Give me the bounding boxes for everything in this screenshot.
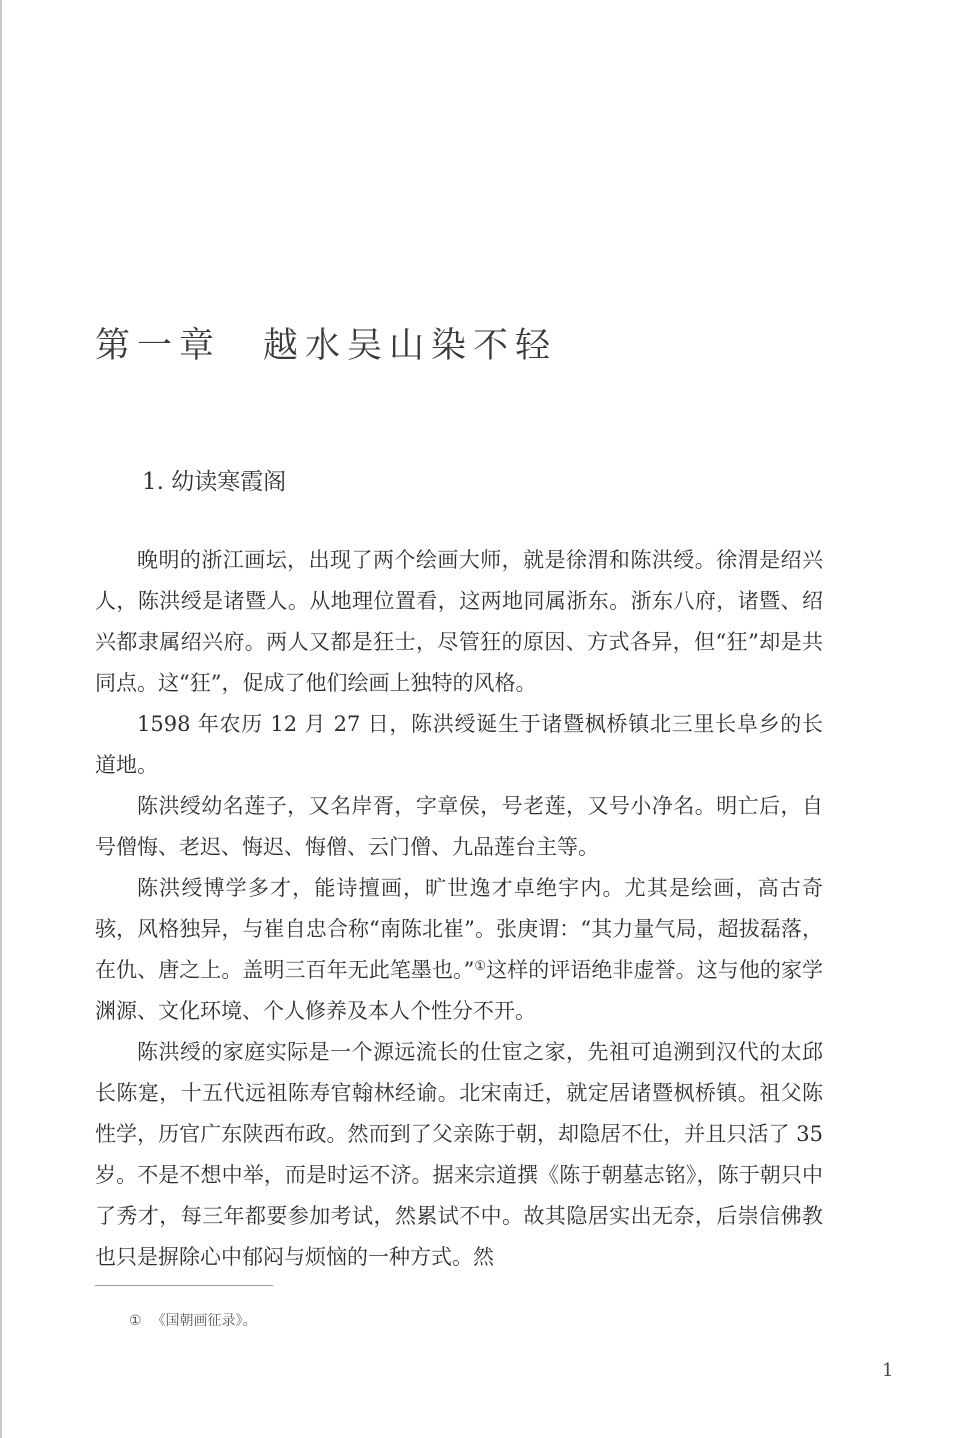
page-number: 1 [882, 1360, 894, 1381]
chapter-name: 越水吴山染不轻 [263, 326, 558, 366]
paragraph-text: 陈洪绶博学多才，能诗擅画，旷世逸才卓绝宇内。尤其是绘画，高古奇骇，风格独异，与崔自忠合称“南陈北崔”。张庚谓：“其力量气局，超拔磊落，在仇、唐之上。盖明三百年无此笔墨也。” [95, 876, 823, 982]
paragraph: 1598 年农历 12 月 27 日，陈洪绶诞生于诸暨枫桥镇北三里长阜乡的长道地。 [95, 712, 823, 777]
paragraph: 晚明的浙江画坛，出现了两个绘画大师，就是徐渭和陈洪绶。徐渭是绍兴人，陈洪绶是诸暨人。从地理位置看，这两地同属浙东。浙东八府，诸暨、绍兴都隶属绍兴府。两人又都是狂士，尽管狂的原因、方式各异，但“狂”却是共同点。这“狂”，促成了他们绘画上独特的风格。 [95, 548, 823, 695]
paragraph: 陈洪绶幼名莲子，又名岸胥，字章侯，号老莲，又号小净名。明亡后，自号僧悔、老迟、悔迟、悔僧、云门僧、九品莲台主等。 [95, 794, 823, 859]
paragraph [95, 868, 823, 1032]
chapter-number: 第一章 [95, 326, 222, 366]
footnote-text: 《国朝画征录》。 [151, 1313, 257, 1329]
body-text [95, 540, 823, 1278]
footnote [129, 1310, 257, 1330]
paragraph-text: 这样的评语绝非虚誉。这与他的家学渊源、文化环境、个人修养及本人个性分不开。 [95, 958, 824, 1023]
footnote-marker: ① [129, 1313, 142, 1329]
footnote-reference[interactable]: ① [474, 959, 487, 974]
paragraph: 陈洪绶的家庭实际是一个源远流长的仕宦之家，先祖可追溯到汉代的太邱长陈寔，十五代远祖陈寿官翰林经谕。北宋南迁，就定居诸暨枫桥镇。祖父陈性学，历官广东陕西布政。然而到了父亲陈于朝，却隐居不仕，并且只活了 35 岁。不是不想中举，而是时运不济。据来宗道撰《陈于朝墓志铭》，陈于朝只中了秀才，每三年都要参加考试，然累试不中。故其隐居实出无奈，后崇信佛教也只是摒除心中郁闷与烦恼的一种方式。然 [95, 1040, 823, 1269]
footnote-divider [95, 1285, 273, 1286]
chapter-title [95, 318, 557, 368]
section-heading: 1. 幼读寒霞阁 [142, 469, 287, 495]
